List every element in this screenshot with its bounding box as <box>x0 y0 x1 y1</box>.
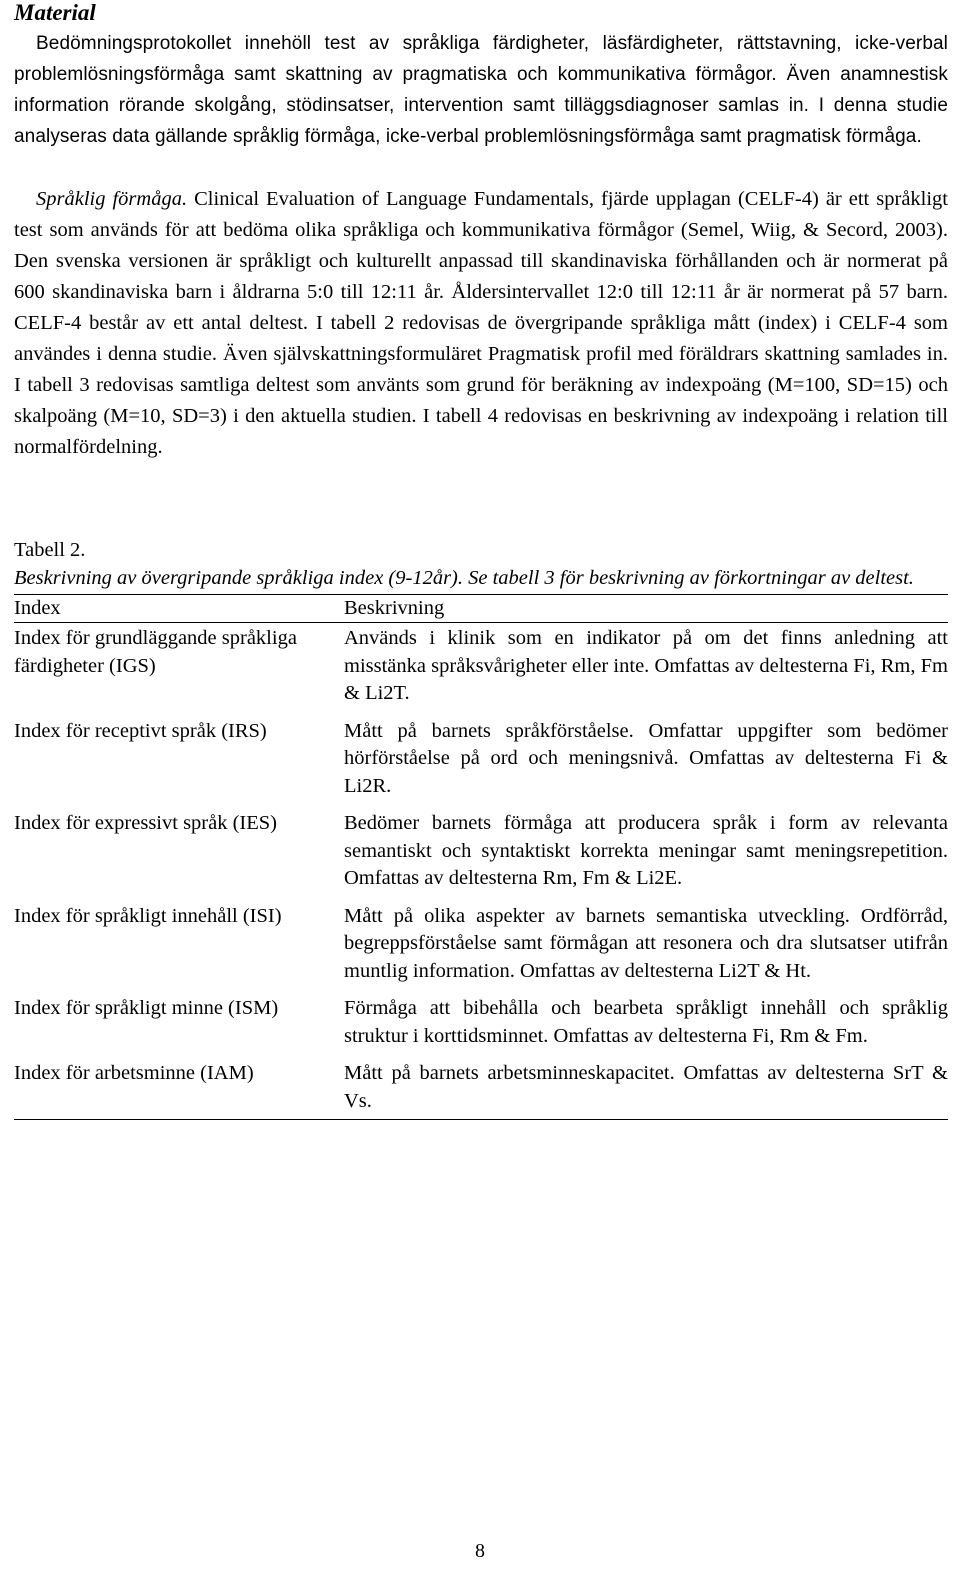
index-table <box>14 594 948 1120</box>
table-row <box>14 993 948 1058</box>
table-header-row <box>14 595 948 623</box>
table-row <box>14 808 948 901</box>
language-ability-paragraph <box>14 184 948 463</box>
row-description: Förmåga att bibehålla och bearbeta språkligt innehåll och språklig struktur i korttidsminnet. Omfattas av deltesterna Fi, Rm & Fm. <box>344 997 948 1047</box>
row-description: Mått på olika aspekter av barnets semantiska utveckling. Ordförråd, begreppsförståelse samt förmågan att resonera och dra slutsatser utifrån muntlig information. Omfattas av deltesterna Li2T & Ht. <box>344 904 948 982</box>
row-index: Index för språkligt innehåll (ISI) <box>14 904 282 927</box>
row-index: Index för språkligt minne (ISM) <box>14 997 279 1019</box>
row-description: Bedömer barnets förmåga att producera språk i form av relevanta semantiskt och syntaktiskt korrekta meningar samt meningsrepetition. Omfattas av deltesterna Rm, Fm & Li2E. <box>344 812 948 889</box>
table-row <box>14 716 948 809</box>
subsection-body: Clinical Evaluation of Language Fundamentals, fjärde upplagan (CELF-4) är ett språkligt test som används för att bedöma olika språkliga och kommunikativa förmågor (Semel, Wiig, & Secord, 2003). Den svenska versionen är språkligt och kulturellt anpassad till skandinaviska förhållanden och är normerat på 600 skandinaviska barn i åldrarna 5:0 till 12:11 år. Åldersintervallet 12:0 till 12:11 år är normerat på 57 barn. CELF-4 består av ett antal deltest. I tabell 2 redovisas de övergripande språkliga mått (index) i CELF-4 som användes i denna studie. Även självskattningsformuläret Pragmatisk profil med föräldrars skattning samlades in. I tabell 3 redovisas samtliga deltest som använts som grund för beräkning av indexpoäng (M=100, SD=15) och skalpoäng (M=10, SD=3) i den aktuella studien. I tabell 4 redovisas en beskrivning av indexpoäng i relation till normalfördelning. <box>14 188 949 458</box>
header-description: Beskrivning <box>344 595 948 623</box>
row-description: Mått på barnets arbetsminneskapacitet. Omfattas av deltesterna SrT & Vs. <box>344 1058 948 1120</box>
header-index: Index <box>14 595 344 623</box>
table-caption: Tabell 2. <box>14 539 86 561</box>
section-heading: Material <box>14 0 96 25</box>
row-description: Mått på barnets språkförståelse. Omfattar uppgifter som bedömer hörförståelse på ord och meningsnivå. Omfattas av deltesterna Fi & Li2R. <box>344 719 948 797</box>
document-page <box>14 0 948 1120</box>
table-title: Beskrivning av övergripande språkliga index (9-12år). Se tabell 3 för beskrivning av förkortningar av deltest. <box>14 567 914 589</box>
table-row <box>14 1058 948 1120</box>
table-row <box>14 623 948 716</box>
intro-paragraph: Bedömningsprotokollet innehöll test av språkliga färdigheter, läsfärdigheter, rättstavning, icke-verbal problemlösningsförmåga samt skattning av pragmatiska och kommunikativa förmågor. Även anamnestisk information rörande skolgång, stödinsatser, intervention samt tilläggsdiagnoser samlas in. I denna studie analyseras data gällande språklig förmåga, icke-verbal problemlösningsförmåga samt pragmatisk förmåga. <box>14 33 948 147</box>
table-row <box>14 901 948 994</box>
page-number: 8 <box>475 1540 485 1562</box>
row-index: Index för expressivt språk (IES) <box>14 812 278 834</box>
row-description: Används i klinik som en indikator på om det finns anledning att misstänka språksvårigheter eller inte. Omfattas av deltesterna Fi, Rm, Fm & Li2T. <box>344 627 948 704</box>
row-index: Index för arbetsminne (IAM) <box>14 1058 344 1120</box>
subsection-heading: Språklig förmåga. <box>36 188 188 210</box>
row-index: Index för grundläggande språkliga färdigheter (IGS) <box>14 627 297 677</box>
row-index: Index för receptivt språk (IRS) <box>14 719 267 742</box>
